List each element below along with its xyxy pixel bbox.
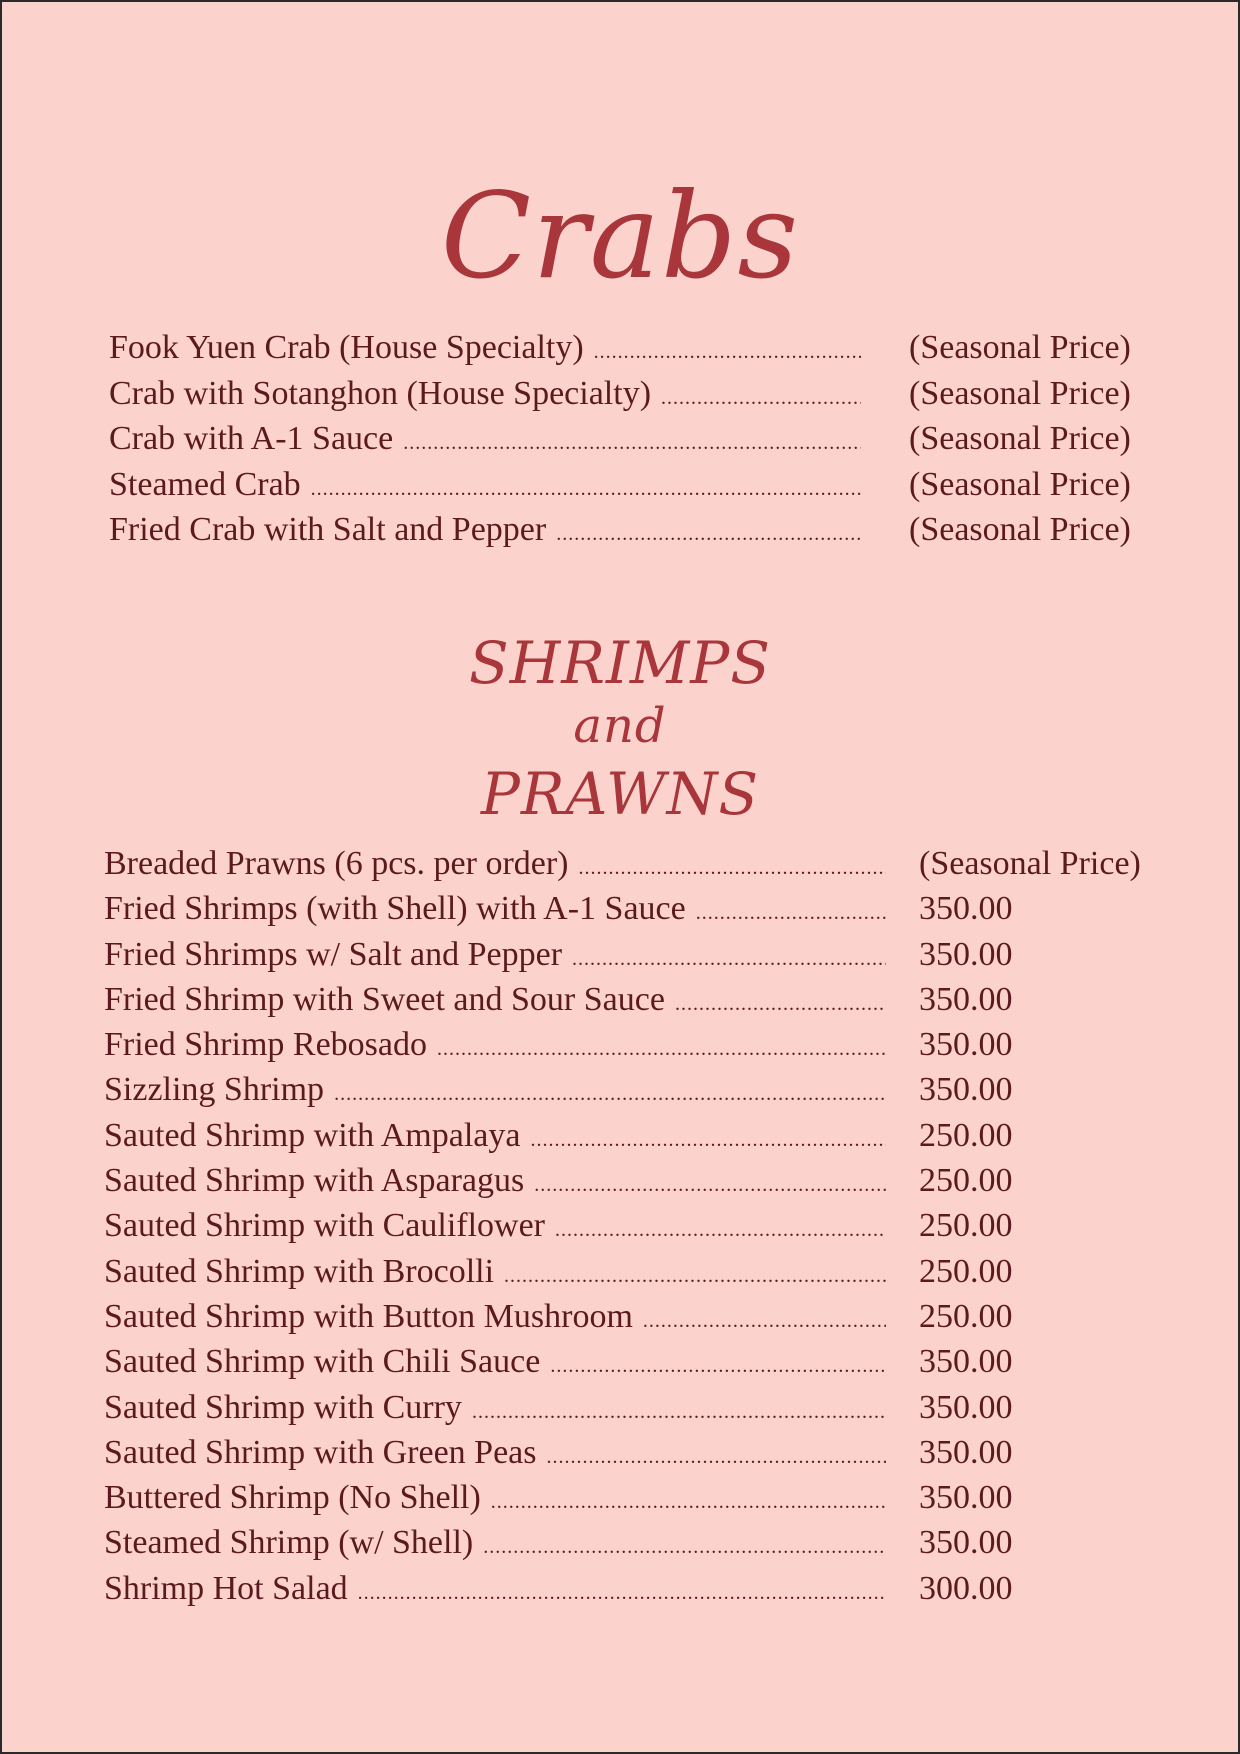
menu-item [104, 1570, 1159, 1615]
menu-item-price: (Seasonal Price) [909, 465, 1131, 503]
menu-item-name: Sauted Shrimp with Brocolli [104, 1252, 495, 1290]
dot-leader [472, 1389, 886, 1427]
dot-leader [504, 1253, 886, 1291]
menu-item-name: Fried Shrimps (with Shell) with A-1 Sauce [104, 890, 686, 928]
menu-item-price: 350.00 [919, 1343, 1013, 1381]
menu-item [104, 1207, 1159, 1252]
menu-item-price: 250.00 [919, 1162, 1013, 1200]
menu-item-price: 350.00 [919, 1433, 1013, 1471]
menu-item [104, 1162, 1159, 1207]
menu-item-name: Steamed Crab [109, 465, 301, 503]
dot-leader [547, 1434, 887, 1472]
dot-leader [358, 1570, 886, 1608]
menu-item-name: Breaded Prawns (6 pcs. per order) [104, 845, 569, 882]
dot-leader [643, 1298, 886, 1336]
menu-item-price: (Seasonal Price) [909, 420, 1131, 457]
crabs-section-title: Crabs [440, 167, 800, 305]
menu-item [109, 466, 1159, 512]
menu-item-name: Steamed Shrimp (w/ Shell) [104, 1524, 474, 1562]
menu-item-name: Sauted Shrimp with Button Mushroom [104, 1297, 633, 1335]
menu-item [104, 981, 1159, 1026]
menu-item-name: Sauted Shrimp with Cauliflower [104, 1207, 546, 1245]
menu-item [109, 420, 1159, 466]
menu-item-price: (Seasonal Price) [919, 845, 1141, 882]
menu-item [104, 1117, 1159, 1162]
menu-item-name: Sauted Shrimp with Green Peas [104, 1433, 537, 1471]
dot-leader [556, 511, 861, 549]
crabs-menu-list [109, 329, 1159, 557]
shrimps-section-title: SHRIMPS [468, 629, 772, 697]
menu-item [109, 329, 1159, 375]
menu-item [104, 1434, 1159, 1479]
menu-item-price: 350.00 [919, 890, 1013, 928]
menu-item [109, 375, 1159, 421]
dot-leader [594, 329, 861, 367]
menu-item-name: Crab with A-1 Sauce [109, 420, 394, 457]
menu-item-price: (Seasonal Price) [909, 329, 1131, 366]
dot-leader [675, 981, 886, 1019]
dot-leader [437, 1026, 886, 1064]
menu-item-name: Fook Yuen Crab (House Specialty) [109, 329, 584, 366]
menu-item-name: Sauted Shrimp with Curry [104, 1388, 462, 1426]
menu-item-price: 350.00 [919, 1026, 1013, 1064]
menu-item-price: 350.00 [919, 1071, 1013, 1109]
dot-leader [572, 936, 886, 974]
menu-item-price: 250.00 [919, 1252, 1013, 1290]
menu-item [104, 1524, 1159, 1569]
shrimps-menu-list [104, 845, 1159, 1615]
menu-item-price: 250.00 [919, 1297, 1013, 1335]
menu-item-name: Sauted Shrimp with Chili Sauce [104, 1343, 541, 1381]
menu-item [104, 1479, 1159, 1524]
menu-item [104, 1343, 1159, 1388]
dot-leader [661, 375, 861, 413]
menu-item [104, 1298, 1159, 1343]
menu-item-price: 350.00 [919, 1524, 1013, 1562]
menu-item-name: Fried Shrimp with Sweet and Sour Sauce [104, 980, 665, 1018]
dot-leader [534, 1162, 886, 1200]
menu-item-name: Sizzling Shrimp [104, 1071, 325, 1109]
menu-item-name: Crab with Sotanghon (House Specialty) [109, 374, 652, 412]
shrimps-section-title-and: and [573, 698, 667, 754]
dot-leader [311, 466, 861, 504]
menu-item-name: Sauted Shrimp with Asparagus [104, 1162, 525, 1200]
dot-leader [403, 420, 861, 458]
prawns-section-title: PRAWNS [480, 760, 760, 828]
menu-item [104, 1026, 1159, 1071]
dot-leader [696, 890, 886, 928]
menu-item [104, 845, 1159, 890]
menu-item-price: (Seasonal Price) [909, 511, 1131, 548]
menu-item [104, 1389, 1159, 1434]
menu-item-price: 350.00 [919, 980, 1013, 1018]
menu-item-price: 300.00 [919, 1569, 1013, 1607]
menu-item [104, 936, 1159, 981]
menu-item-name: Fried Shrimps w/ Salt and Pepper [104, 935, 563, 973]
menu-item-price: (Seasonal Price) [909, 374, 1131, 412]
menu-item [109, 511, 1159, 557]
dot-leader [579, 845, 887, 883]
menu-item-price: 250.00 [919, 1207, 1013, 1245]
menu-item-price: 350.00 [919, 1388, 1013, 1426]
menu-item-name: Fried Shrimp Rebosado [104, 1026, 427, 1064]
dot-leader [550, 1343, 886, 1381]
dot-leader [483, 1524, 886, 1562]
menu-item-price: 350.00 [919, 1479, 1013, 1517]
menu-item-name: Fried Crab with Salt and Pepper [109, 511, 547, 548]
menu-item-price: 350.00 [919, 935, 1013, 973]
menu-item-price: 250.00 [919, 1116, 1013, 1154]
menu-item [104, 1253, 1159, 1298]
dot-leader [530, 1117, 886, 1155]
dot-leader [555, 1207, 886, 1245]
menu-item-name: Shrimp Hot Salad [104, 1569, 348, 1607]
menu-item [104, 890, 1159, 935]
menu-item-name: Buttered Shrimp (No Shell) [104, 1479, 481, 1517]
menu-item-name: Sauted Shrimp with Ampalaya [104, 1116, 521, 1154]
menu-item [104, 1071, 1159, 1116]
dot-leader [491, 1479, 886, 1517]
dot-leader [334, 1071, 886, 1109]
